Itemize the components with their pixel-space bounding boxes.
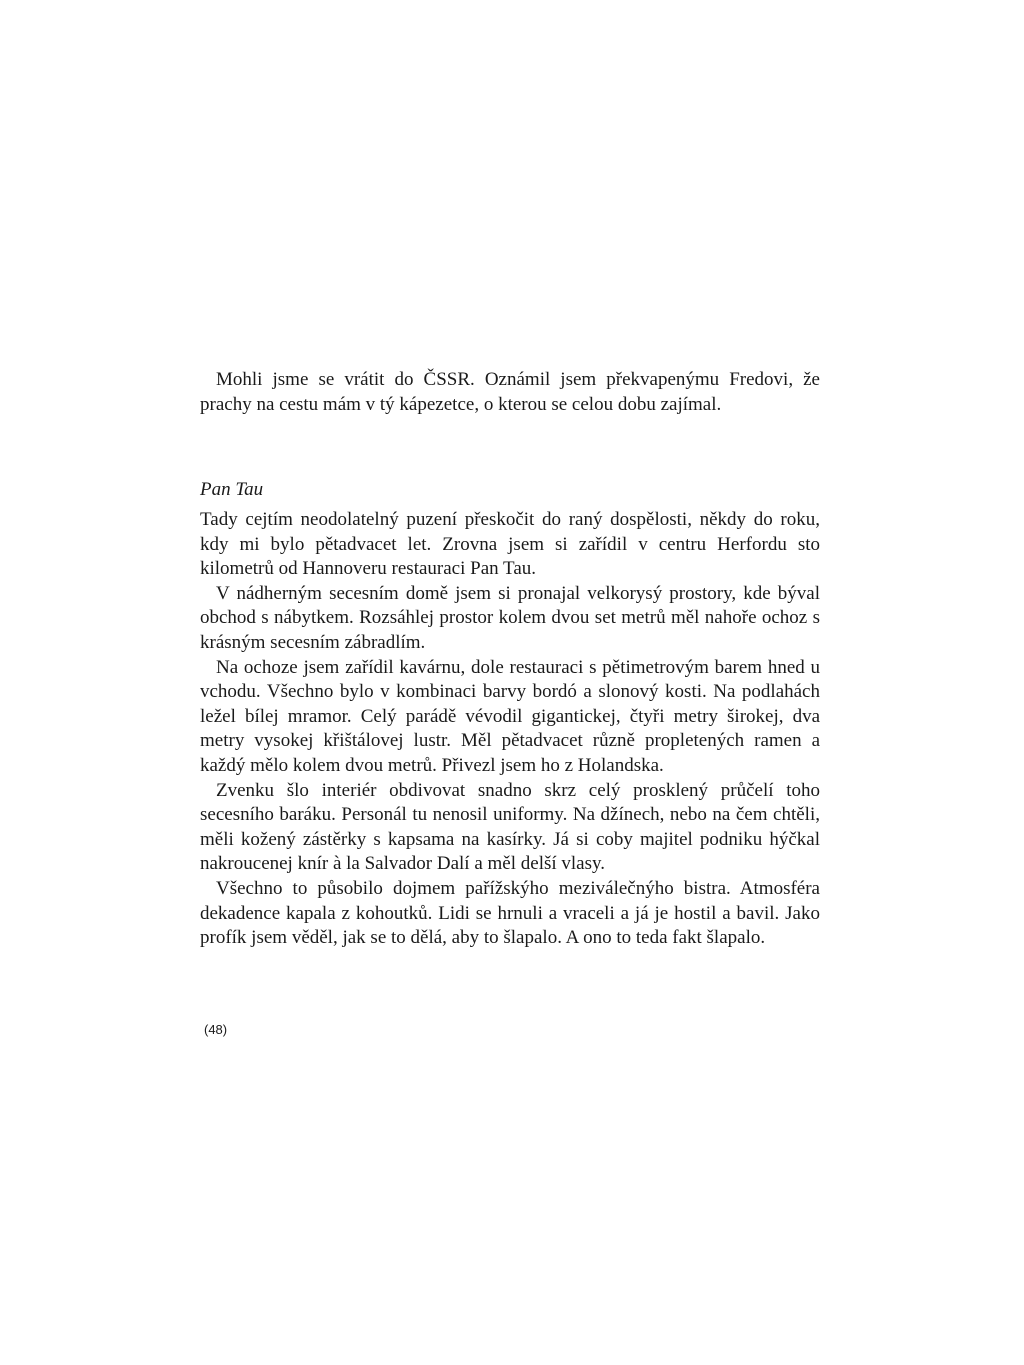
section-title: Pan Tau	[200, 479, 264, 500]
intro-paragraph: Mohli jsme se vrátit do ČSSR. Oznámil jsem překvapenýmu Fredovi, že prachy na cestu mám v tý kápezetce, o kterou se celou dobu zajímal.	[200, 369, 820, 415]
intro-text	[200, 368, 820, 417]
paragraph-1: Tady cejtím neodolatelný puzení přeskočit do raný dospělosti, někdy do roku, kdy mi bylo pětadvacet let. Zrovna jsem si zařídil v centru Herfordu sto kilometrů od Hannoveru restauraci Pan Tau.	[200, 509, 820, 580]
paragraph-5: Všechno to působilo dojmem pařížskýho meziválečnýho bistra. Atmosféra dekadence kapala z kohoutků. Lidi se hrnuli a vraceli a já je hostil a bavil. Jako profík jsem věděl, jak se to dělá, aby to šlapalo. A ono to teda fakt šlapalo.	[200, 877, 820, 949]
section-body	[200, 508, 820, 951]
paragraph-3: Na ochoze jsem zařídil kavárnu, dole restauraci s pětimetrovým barem hned u vchodu. Všechno bylo v kombinaci barvy bordó a slonový kosti. Na podlahách ležel bílej mramor. Celý parádě vévodil gigantickej, čtyři metry širokej, dva metry vysokej křištálovej lustr. Měl pětadvacet různě propletených ramen a každý mělo kolem dvou metrů. Přivezl jsem ho z Holandska.	[200, 656, 820, 776]
paragraph-4: Zvenku šlo interiér obdivovat snadno skrz celý prosklený průčelí toho secesního baráku. Personál tu nenosil uniformy. Na džínech, nebo na čem chtěli, měli kožený zástěrky s kapsama na kasírky. Já si coby majitel podniku hýčkal nakroucenej knír à la Salvador Dalí a měl delší vlasy.	[200, 779, 820, 875]
paragraph-2: V nádherným secesním domě jsem si pronajal velkorysý prostory, kde býval obchod s nábytkem. Rozsáhlej prostor kolem dvou set metrů měl nahoře ochoz s krásným secesním zábradlím.	[200, 582, 820, 653]
page-number: (48)	[204, 1022, 228, 1037]
